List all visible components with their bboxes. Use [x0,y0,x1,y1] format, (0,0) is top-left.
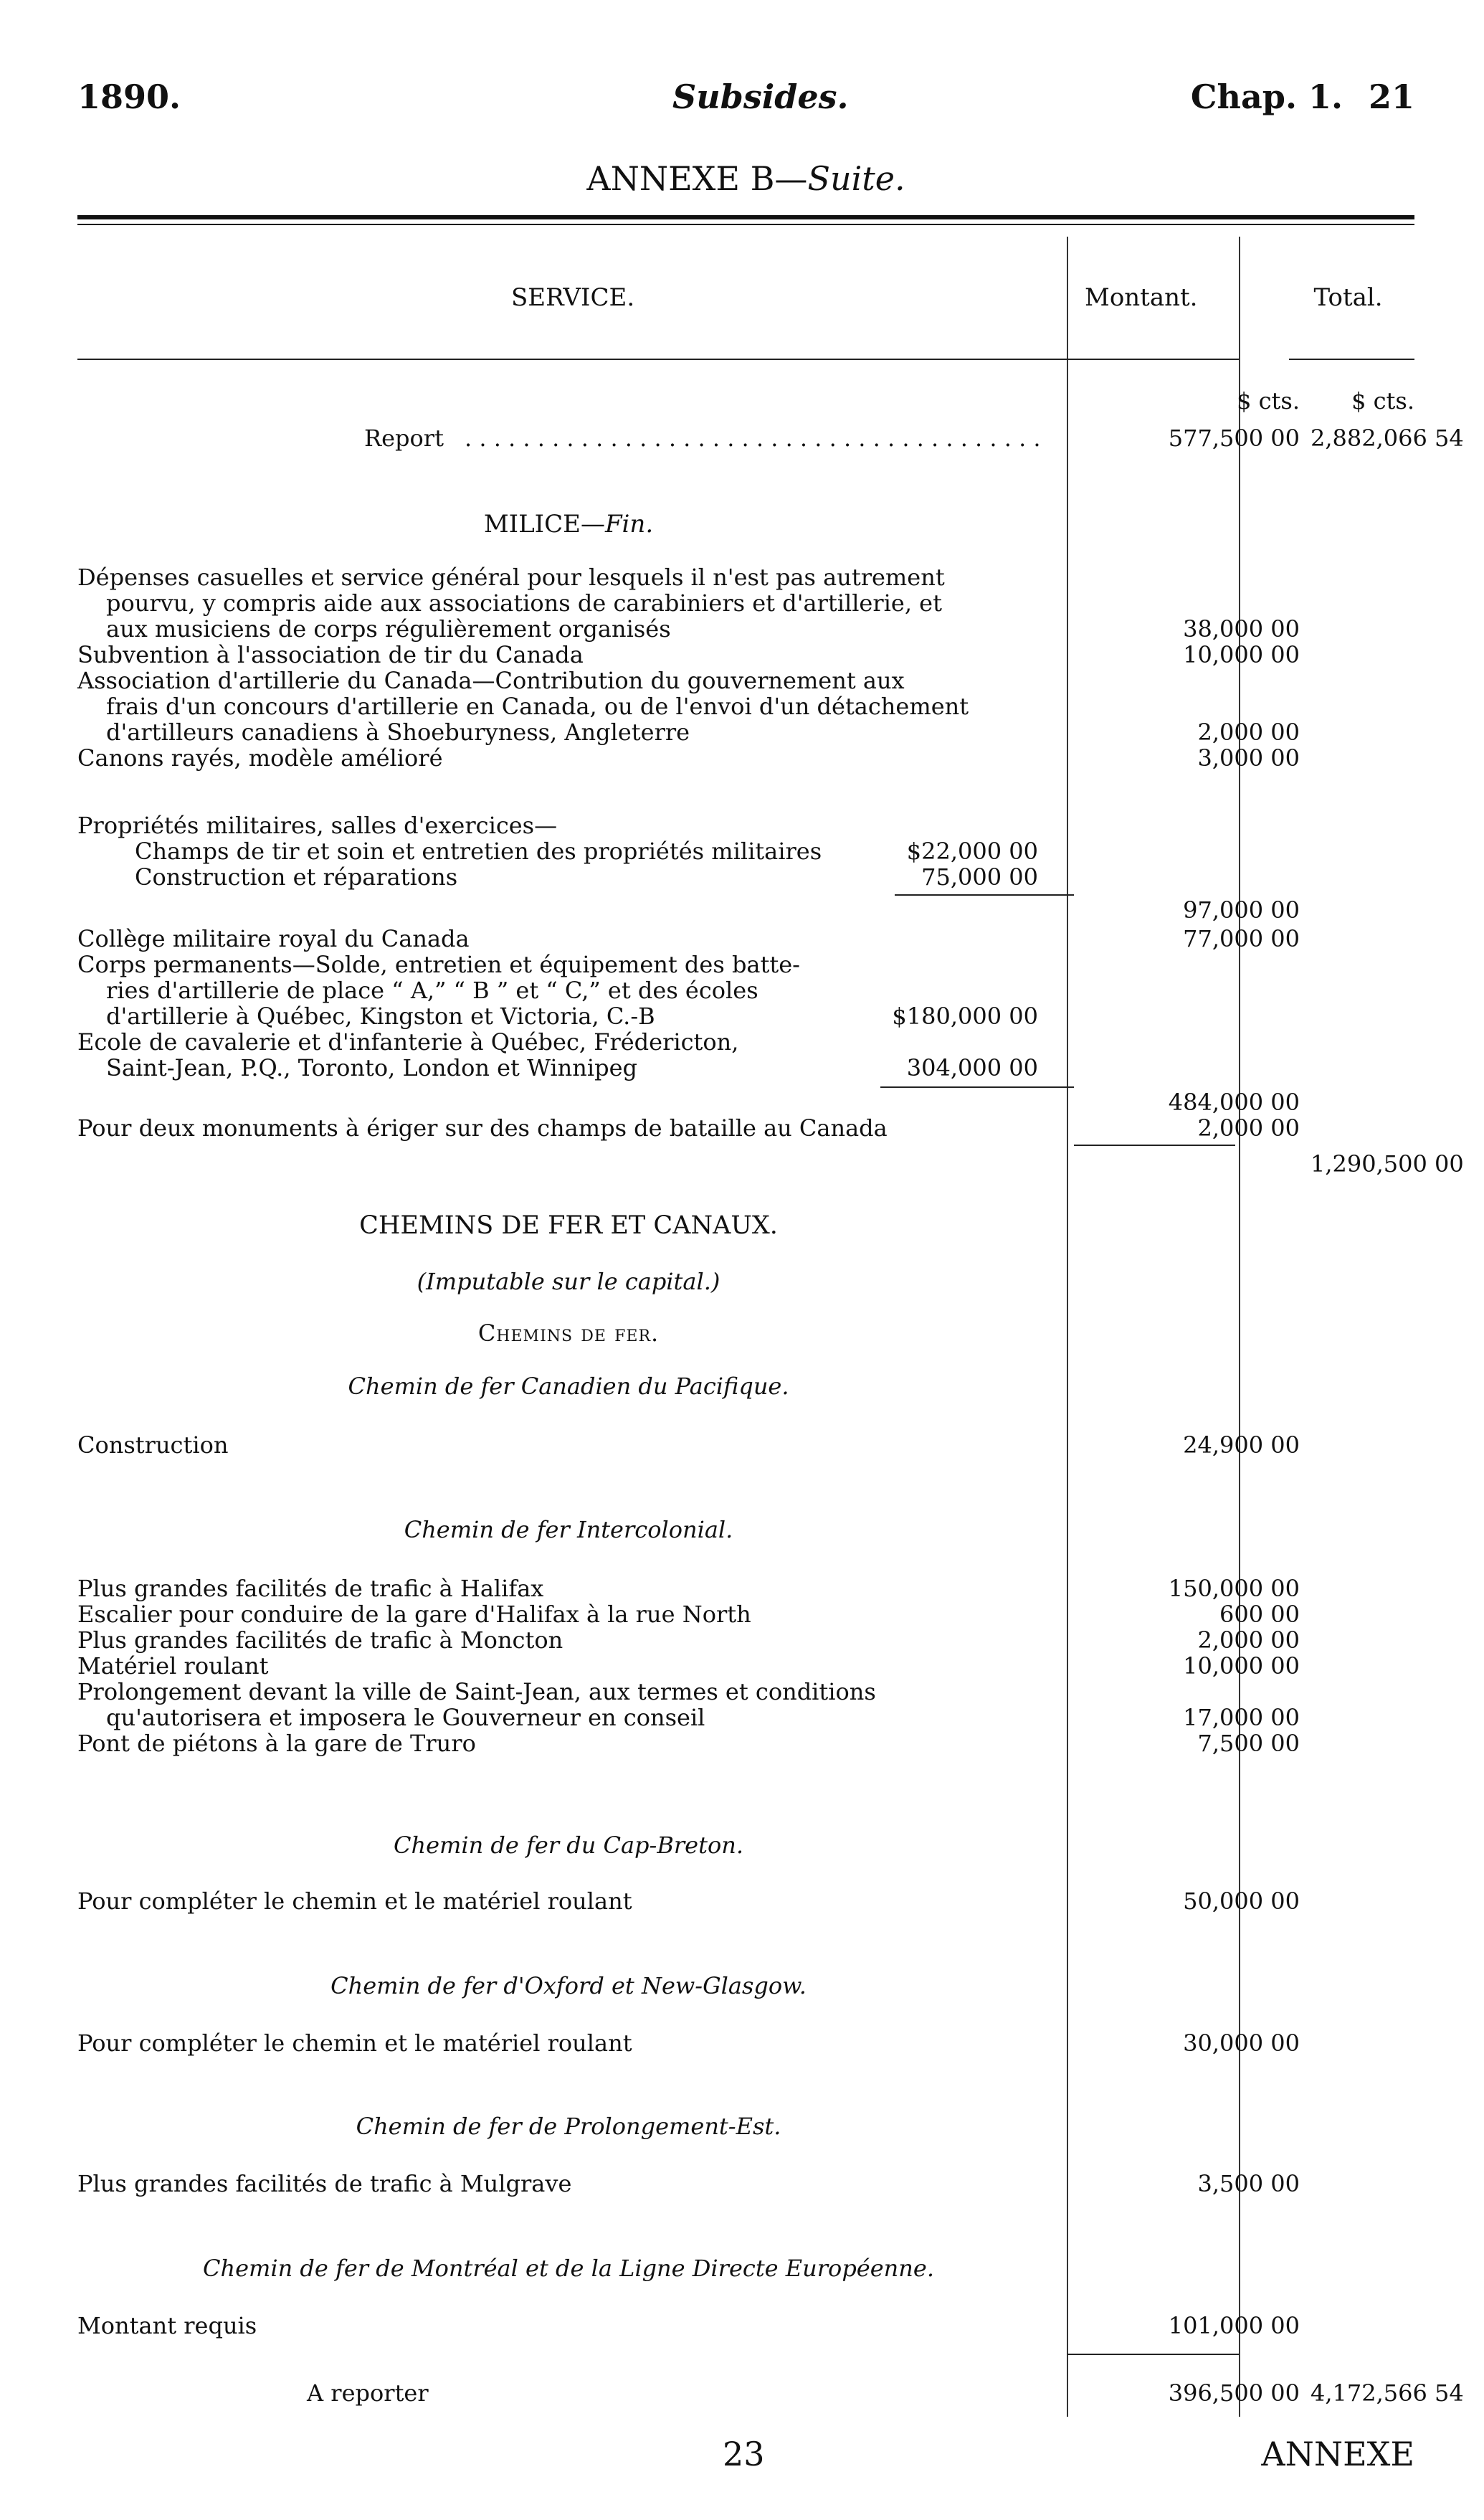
intercolonial-montant: 2,000 00 [1197,1626,1300,1654]
column-header-service: SERVICE. [511,283,635,312]
ecole-line: Saint-Jean, P.Q., Toronto, London et Winnipeg [106,1054,637,1081]
footer-catchword: ANNEXE [1261,2435,1414,2473]
montreal-montant: 101,000 00 [1168,2312,1300,2339]
column-header-total: Total. [1313,283,1383,312]
intercolonial-montant: 150,000 00 [1168,1575,1300,1602]
proprietes-sub1-value: $22,000 00 [906,838,1038,865]
chemins-subheading: (Imputable sur le capital.) [417,1268,720,1295]
page-header [77,77,1414,120]
corps-line: Corps permanents—Solde, entretien et équipement des batte- [77,951,800,978]
milice-heading-main: MILICE— [483,510,605,539]
intercolonial-item: Escalier pour conduire de la gare d'Halifax à la rue North [77,1601,751,1628]
intercolonial-montant: 600 00 [1219,1601,1300,1628]
item-line: frais d'un concours d'artillerie en Canada, ou de l'envoi d'un détachement [106,693,969,720]
corps-line: d'artillerie à Québec, Kingston et Victoria, C.-B [106,1003,655,1030]
pacifique-title: Chemin de fer Canadien du Pacifique. [348,1373,789,1400]
pacifique-montant: 24,900 00 [1183,1431,1300,1459]
footer-page-number: 23 [723,2435,765,2473]
prolongement-montant: 3,500 00 [1197,2170,1300,2197]
subtotal-rule [880,1086,1074,1088]
pacifique-label: Construction [77,1431,229,1459]
reporter-total: 4,172,566 54 [1311,2379,1464,2407]
unit-total: $ cts. [1351,387,1414,415]
intercolonial-montant: 7,500 00 [1197,1730,1300,1757]
item-line: Association d'artillerie du Canada—Contribution du gouvernement aux [77,667,905,694]
reporter-label: A reporter [307,2379,429,2407]
item-montant: 10,000 00 [1183,641,1300,668]
monuments-label: Pour deux monuments à ériger sur des champs de bataille au Canada [77,1114,888,1142]
intercolonial-montant: 10,000 00 [1183,1652,1300,1680]
ecole-sub-value: 304,000 00 [906,1054,1038,1081]
item-montant: 3,000 00 [1197,744,1300,772]
title-rule [77,215,1414,219]
reporter-rule [1067,2354,1239,2355]
ecole-line: Ecole de cavalerie et d'infanterie à Québec, Frédericton, [77,1028,739,1056]
annex-title [77,159,1414,198]
reporter-montant: 396,500 00 [1168,2379,1300,2407]
header-year: 1890. [77,77,181,116]
item-line: aux musiciens de corps régulièrement organisés [106,615,671,643]
ecole-montant: 484,000 00 [1168,1089,1300,1116]
intercolonial-item: qu'autorisera et imposera le Gouverneur en conseil [106,1704,705,1731]
prolongement-title: Chemin de fer de Prolongement-Est. [356,2113,781,2140]
prolongement-label: Plus grandes facilités de trafic à Mulgrave [77,2170,572,2197]
college-label: Collège militaire royal du Canada [77,925,470,952]
intercolonial-item: Pont de piétons à la gare de Truro [77,1730,476,1757]
milice-heading-suffix: Fin. [604,510,654,539]
milice-total: 1,290,500 00 [1311,1150,1464,1178]
report-label: Report [364,425,444,452]
intercolonial-item: Prolongement devant la ville de Saint-Jean, aux termes et conditions [77,1678,876,1705]
annex-title-main: ANNEXE B— [586,159,808,198]
proprietes-sub1-label: Champs de tir et soin et entretien des propriétés militaires [135,838,822,865]
item-line: d'artilleurs canadiens à Shoeburyness, Angleterre [106,719,690,746]
monuments-montant: 2,000 00 [1197,1114,1300,1142]
intercolonial-montant: 17,000 00 [1183,1704,1300,1731]
title-rule-thin [77,224,1414,225]
cap-breton-title: Chemin de fer du Cap-Breton. [393,1832,743,1859]
item-montant: 2,000 00 [1197,719,1300,746]
proprietes-montant: 97,000 00 [1183,896,1300,924]
intercolonial-item: Matériel roulant [77,1652,269,1680]
header-rule-service [77,359,1067,360]
header-page-number: 21 [1368,77,1414,116]
column-header-montant: Montant. [1085,283,1198,312]
intercolonial-item: Plus grandes facilités de trafic à Moncton [77,1626,563,1654]
document-page [77,0,1464,2520]
annex-title-suffix: Suite. [807,159,905,198]
proprietes-sub2-label: Construction et réparations [135,863,458,891]
montreal-title: Chemin de fer de Montréal et de la Ligne Directe Européenne. [202,2255,934,2282]
intercolonial-title: Chemin de fer Intercolonial. [404,1516,733,1543]
item-line: pourvu, y compris aide aux associations de carabiniers et d'artillerie, et [106,589,942,617]
header-rule-total [1289,359,1414,360]
intercolonial-item: Plus grandes facilités de trafic à Halifax [77,1575,544,1602]
subtotal-rule [895,894,1074,896]
college-montant: 77,000 00 [1183,925,1300,952]
milice-total-rule [1074,1145,1235,1146]
unit-montant: $ cts. [1237,387,1300,415]
item-line: Subvention à l'association de tir du Canada [77,641,584,668]
leader-dots: . . . . . . . . . . . . . . . . . . . . . . . . . . . . . . . . . . . . . . . . [465,425,1041,452]
corps-sub-value: $180,000 00 [892,1003,1038,1030]
chemins-heading: CHEMINS DE FER ET CANAUX. [359,1211,778,1240]
proprietes-sub2-value: 75,000 00 [921,863,1038,891]
header-section: Subsides. [672,77,849,116]
report-total: 2,882,066 54 [1311,425,1464,452]
oxford-label: Pour compléter le chemin et le matériel roulant [77,2029,632,2057]
header-rule-montant [1067,359,1239,360]
oxford-title: Chemin de fer d'Oxford et New-Glasgow. [330,1972,807,1999]
oxford-montant: 30,000 00 [1183,2029,1300,2057]
cap-breton-label: Pour compléter le chemin et le matériel roulant [77,1887,632,1915]
item-montant: 38,000 00 [1183,615,1300,643]
cap-breton-montant: 50,000 00 [1183,1887,1300,1915]
item-line: Dépenses casuelles et service général pour lesquels il n'est pas autrement [77,564,945,591]
report-montant: 577,500 00 [1168,425,1300,452]
corps-line: ries d'artillerie de place “ A,” “ B ” et “ C,” et des écoles [106,977,758,1004]
column-divider-left [1067,237,1068,2417]
header-chapter: Chap. 1. [1190,77,1343,116]
item-line: Canons rayés, modèle amélioré [77,744,443,772]
column-divider-right [1239,237,1240,2417]
chemins-smallcaps: Chemins de fer. [477,1320,660,1347]
montreal-label: Montant requis [77,2312,257,2339]
proprietes-label: Propriétés militaires, salles d'exercices— [77,812,558,839]
